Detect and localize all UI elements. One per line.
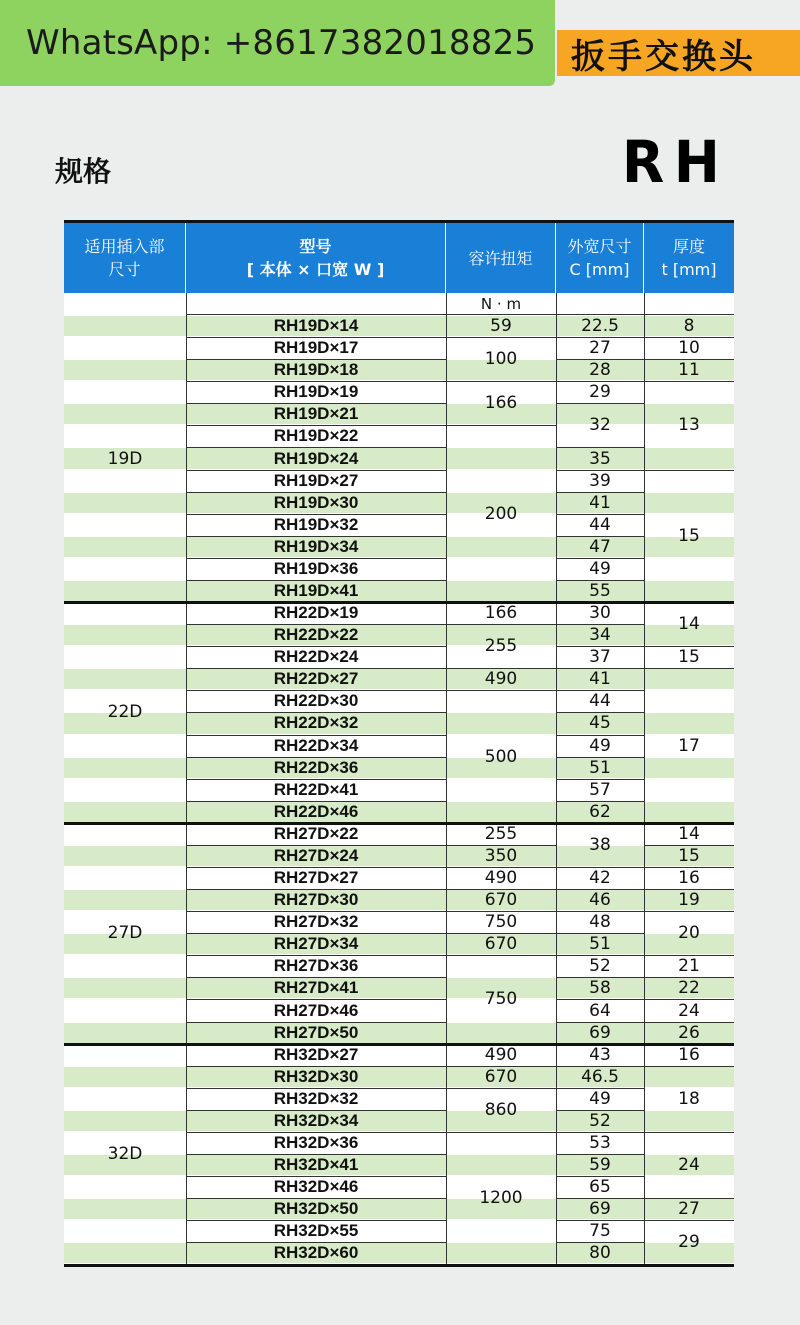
header-thickness	[644, 223, 734, 293]
outer-width-cell: 49	[589, 1088, 611, 1109]
outer-width-cell: 51	[589, 757, 611, 778]
grid-horizontal-line	[186, 779, 446, 780]
outer-width-cell: 64	[589, 1000, 611, 1021]
header-torque	[446, 223, 556, 293]
torque-cell: 860	[484, 1099, 518, 1120]
model-cell: RH19D×17	[273, 338, 359, 358]
thickness-cell: 17	[678, 735, 700, 756]
model-cell: RH22D×24	[273, 647, 359, 667]
thickness-cell: 14	[678, 823, 700, 844]
model-cell: RH19D×21	[273, 404, 359, 424]
grid-horizontal-line	[556, 646, 644, 647]
grid-horizontal-line	[644, 359, 734, 360]
thickness-cell: 22	[678, 978, 700, 999]
thickness-cell: 29	[678, 1232, 700, 1253]
thickness-cell: 10	[678, 338, 700, 359]
grid-horizontal-line	[186, 999, 446, 1000]
model-cell: RH22D×41	[273, 779, 359, 799]
torque-cell: 490	[484, 669, 518, 690]
header-torque-line1: 容许扭矩	[468, 248, 533, 268]
model-cell: RH22D×34	[273, 735, 359, 755]
grid-horizontal-line	[644, 1066, 734, 1067]
thickness-cell: 24	[678, 1000, 700, 1021]
grid-horizontal-line	[186, 668, 446, 669]
grid-horizontal-line	[186, 977, 446, 978]
model-cell: RH32D×27	[273, 1044, 359, 1064]
model-cell: RH22D×30	[273, 691, 359, 711]
model-cell: RH19D×32	[273, 514, 359, 534]
grid-horizontal-line	[556, 999, 644, 1000]
grid-horizontal-line	[556, 403, 644, 404]
header-outer-width	[556, 223, 644, 293]
grid-horizontal-line	[186, 933, 446, 934]
grid-horizontal-line	[556, 933, 644, 934]
model-cell: RH27D×46	[273, 1000, 359, 1020]
outer-width-cell: 49	[589, 558, 611, 579]
grid-horizontal-line	[644, 955, 734, 956]
grid-horizontal-line	[644, 911, 734, 912]
grid-horizontal-line	[556, 337, 644, 338]
thickness-cell: 14	[678, 614, 700, 635]
grid-horizontal-line	[644, 889, 734, 890]
torque-cell: 670	[484, 1066, 518, 1087]
grid-horizontal-line	[556, 558, 644, 559]
grid-horizontal-line	[556, 492, 644, 493]
grid-horizontal-line	[186, 646, 446, 647]
outer-width-cell: 38	[589, 834, 611, 855]
outer-width-cell: 41	[589, 669, 611, 690]
grid-horizontal-line	[446, 845, 556, 846]
grid-horizontal-line	[446, 867, 556, 868]
outer-width-cell: 47	[589, 536, 611, 557]
insert-size-cell: 32D	[107, 1144, 143, 1165]
header-outer-width-line1: 外宽尺寸	[567, 237, 632, 256]
model-cell: RH22D×32	[273, 713, 359, 733]
header-thickness-line1: 厚度	[672, 237, 705, 256]
grid-horizontal-line	[186, 1220, 446, 1221]
torque-cell: 166	[484, 603, 518, 624]
model-cell: RH22D×22	[273, 625, 359, 645]
header-insert-size	[64, 223, 186, 293]
grid-horizontal-line	[186, 757, 446, 758]
grid-horizontal-line	[556, 1088, 644, 1089]
outer-width-cell: 55	[589, 580, 611, 601]
outer-width-cell: 45	[589, 713, 611, 734]
grid-horizontal-line	[556, 359, 644, 360]
grid-horizontal-line	[186, 1198, 446, 1199]
outer-width-cell: 62	[589, 801, 611, 822]
grid-horizontal-line	[186, 1088, 446, 1089]
outer-width-cell: 44	[589, 514, 611, 535]
outer-width-cell: 35	[589, 448, 611, 469]
grid-horizontal-line	[556, 580, 644, 581]
outer-width-cell: 48	[589, 912, 611, 933]
outer-width-cell: 42	[589, 868, 611, 889]
outer-width-cell: 52	[589, 1110, 611, 1131]
torque-cell: 670	[484, 890, 518, 911]
grid-horizontal-line	[556, 712, 644, 713]
model-cell: RH19D×27	[273, 470, 359, 490]
grid-horizontal-line	[556, 1154, 644, 1155]
model-cell: RH32D×41	[273, 1155, 359, 1175]
outer-width-cell: 69	[589, 1199, 611, 1220]
outer-width-cell: 65	[589, 1177, 611, 1198]
model-cell: RH19D×22	[273, 426, 359, 446]
model-cell: RH19D×36	[273, 558, 359, 578]
grid-horizontal-line	[186, 1242, 446, 1243]
grid-horizontal-line	[644, 1022, 734, 1023]
grid-horizontal-line	[644, 977, 734, 978]
outer-width-cell: 49	[589, 735, 611, 756]
grid-horizontal-line	[644, 381, 734, 382]
thickness-cell: 21	[678, 956, 700, 977]
grid-horizontal-line	[186, 514, 446, 515]
grid-horizontal-line	[556, 470, 644, 471]
model-cell: RH19D×41	[273, 580, 359, 600]
model-cell: RH32D×46	[273, 1177, 359, 1197]
outer-width-cell: 28	[589, 360, 611, 381]
grid-horizontal-line	[556, 1176, 644, 1177]
thickness-cell: 18	[678, 1088, 700, 1109]
model-cell: RH32D×30	[273, 1066, 359, 1086]
grid-horizontal-line	[556, 447, 644, 448]
model-cell: RH27D×30	[273, 890, 359, 910]
grid-horizontal-line	[186, 536, 446, 537]
model-cell: RH27D×22	[273, 823, 359, 843]
insert-size-cell: 19D	[107, 448, 143, 469]
model-cell: RH27D×27	[273, 868, 359, 888]
model-cell: RH32D×36	[273, 1132, 359, 1152]
thickness-cell: 26	[678, 1022, 700, 1043]
insert-size-cell: 27D	[107, 923, 143, 944]
torque-cell: 166	[484, 393, 518, 414]
outer-width-cell: 32	[589, 415, 611, 436]
grid-horizontal-line	[644, 470, 734, 471]
grid-horizontal-line	[186, 492, 446, 493]
grid-horizontal-line	[556, 668, 644, 669]
grid-horizontal-line	[556, 735, 644, 736]
model-cell: RH27D×34	[273, 934, 359, 954]
outer-width-cell: 44	[589, 691, 611, 712]
torque-cell: 255	[484, 823, 518, 844]
grid-horizontal-line	[446, 1132, 556, 1133]
grid-horizontal-line	[446, 955, 556, 956]
thickness-cell: 16	[678, 868, 700, 889]
outer-width-cell: 22.5	[581, 316, 619, 337]
torque-cell: 490	[484, 1044, 518, 1065]
grid-horizontal-line	[556, 801, 644, 802]
grid-horizontal-line	[556, 690, 644, 691]
grid-horizontal-line	[186, 1066, 446, 1067]
section-title: 规格	[55, 155, 112, 188]
header-insert-size-line2: 尺寸	[108, 260, 141, 279]
outer-width-cell: 43	[589, 1044, 611, 1065]
outer-width-cell: 51	[589, 934, 611, 955]
outer-width-cell: 59	[589, 1155, 611, 1176]
product-name-label	[557, 30, 800, 76]
grid-horizontal-line	[186, 381, 446, 382]
grid-horizontal-line	[644, 1198, 734, 1199]
grid-horizontal-line	[186, 470, 446, 471]
grid-horizontal-line	[186, 1176, 446, 1177]
grid-horizontal-line	[556, 1110, 644, 1111]
model-cell: RH22D×19	[273, 603, 359, 623]
header-model-line2: [ 本体 × 口宽 W ]	[246, 260, 385, 279]
grid-horizontal-line	[556, 779, 644, 780]
grid-horizontal-line	[186, 801, 446, 802]
model-cell: RH32D×32	[273, 1088, 359, 1108]
table-bottom-rule	[64, 1264, 734, 1267]
torque-unit: N · m	[480, 295, 522, 313]
torque-cell: 1200	[479, 1188, 523, 1209]
outer-width-cell: 58	[589, 978, 611, 999]
outer-width-cell: 34	[589, 625, 611, 646]
grid-horizontal-line	[186, 1154, 446, 1155]
grid-horizontal-line	[446, 624, 556, 625]
grid-horizontal-line	[644, 1132, 734, 1133]
model-cell: RH22D×27	[273, 669, 359, 689]
torque-cell: 500	[484, 746, 518, 767]
header-insert-size-line1: 适用插入部	[84, 237, 165, 256]
header-thickness-line2: t [mm]	[661, 260, 717, 279]
whatsapp-contact-text: WhatsApp: +8617382018825	[26, 23, 537, 63]
outer-width-cell: 69	[589, 1022, 611, 1043]
grid-horizontal-line	[186, 889, 446, 890]
model-cell: RH32D×60	[273, 1243, 359, 1263]
outer-width-cell: 46	[589, 890, 611, 911]
grid-horizontal-line	[446, 911, 556, 912]
grid-horizontal-line	[186, 359, 446, 360]
model-cell: RH19D×18	[273, 360, 359, 380]
spec-table	[64, 220, 734, 1264]
model-cell: RH32D×34	[273, 1110, 359, 1130]
model-cell: RH27D×41	[273, 978, 359, 998]
model-cell: RH19D×14	[273, 316, 359, 336]
thickness-cell: 15	[678, 647, 700, 668]
grid-horizontal-line	[186, 337, 446, 338]
torque-cell: 490	[484, 868, 518, 889]
outer-width-cell: 46.5	[581, 1066, 619, 1087]
grid-horizontal-line	[186, 624, 446, 625]
model-cell: RH32D×50	[273, 1199, 359, 1219]
grid-horizontal-line	[556, 1220, 644, 1221]
thickness-cell: 16	[678, 1044, 700, 1065]
grid-horizontal-line	[186, 690, 446, 691]
grid-horizontal-line	[644, 999, 734, 1000]
grid-horizontal-line	[556, 955, 644, 956]
grid-horizontal-line	[556, 1242, 644, 1243]
grid-horizontal-line	[446, 425, 556, 426]
grid-horizontal-line	[556, 889, 644, 890]
outer-width-cell: 37	[589, 647, 611, 668]
grid-horizontal-line	[186, 735, 446, 736]
outer-width-cell: 39	[589, 470, 611, 491]
grid-horizontal-line	[644, 646, 734, 647]
grid-horizontal-line	[644, 668, 734, 669]
model-cell: RH22D×36	[273, 757, 359, 777]
grid-horizontal-line	[446, 337, 556, 338]
outer-width-cell: 75	[589, 1221, 611, 1242]
grid-horizontal-line	[186, 1132, 446, 1133]
outer-width-cell: 41	[589, 492, 611, 513]
grid-horizontal-line	[556, 624, 644, 625]
grid-horizontal-line	[556, 1132, 644, 1133]
thickness-cell: 19	[678, 890, 700, 911]
model-cell: RH19D×30	[273, 492, 359, 512]
torque-cell: 200	[484, 503, 518, 524]
torque-cell: 750	[484, 912, 518, 933]
torque-cell: 750	[484, 989, 518, 1010]
model-cell: RH22D×46	[273, 801, 359, 821]
header-model-line1: 型号	[299, 237, 332, 256]
grid-horizontal-line	[186, 447, 446, 448]
grid-horizontal-line	[556, 536, 644, 537]
grid-horizontal-line	[186, 712, 446, 713]
torque-cell: 59	[490, 316, 512, 337]
outer-width-cell: 27	[589, 338, 611, 359]
grid-horizontal-line	[556, 381, 644, 382]
model-cell: RH27D×32	[273, 912, 359, 932]
grid-horizontal-line	[556, 1198, 644, 1199]
grid-horizontal-line	[446, 933, 556, 934]
product-name-text: 扳手交换头	[571, 36, 756, 77]
grid-horizontal-line	[186, 911, 446, 912]
grid-horizontal-line	[556, 977, 644, 978]
insert-size-cell: 22D	[107, 702, 143, 723]
header-model	[186, 223, 446, 293]
outer-width-cell: 29	[589, 382, 611, 403]
thickness-cell: 15	[678, 845, 700, 866]
whatsapp-contact-banner	[0, 0, 555, 86]
grid-horizontal-line	[446, 1066, 556, 1067]
outer-width-cell: 30	[589, 603, 611, 624]
grid-horizontal-line	[186, 867, 446, 868]
grid-horizontal-line	[186, 580, 446, 581]
grid-horizontal-line	[186, 425, 446, 426]
grid-horizontal-line	[446, 381, 556, 382]
grid-horizontal-line	[556, 757, 644, 758]
outer-width-cell: 52	[589, 956, 611, 977]
header-outer-width-line2: C [mm]	[569, 260, 630, 279]
torque-cell: 100	[484, 349, 518, 370]
outer-width-cell: 57	[589, 779, 611, 800]
grid-horizontal-line	[556, 1022, 644, 1023]
grid-horizontal-line	[446, 889, 556, 890]
thickness-cell: 20	[678, 923, 700, 944]
grid-horizontal-line	[186, 1110, 446, 1111]
grid-horizontal-line	[186, 1022, 446, 1023]
grid-horizontal-line	[186, 558, 446, 559]
grid-horizontal-line	[644, 1220, 734, 1221]
grid-horizontal-line	[556, 1066, 644, 1067]
thickness-cell: 11	[678, 360, 700, 381]
grid-horizontal-line	[446, 1088, 556, 1089]
grid-horizontal-line	[556, 514, 644, 515]
model-cell: RH27D×24	[273, 845, 359, 865]
grid-horizontal-line	[556, 867, 644, 868]
model-cell: RH19D×19	[273, 382, 359, 402]
grid-horizontal-line	[446, 668, 556, 669]
outer-width-cell: 53	[589, 1132, 611, 1153]
torque-cell: 255	[484, 636, 518, 657]
model-cell: RH19D×24	[273, 448, 359, 468]
grid-horizontal-line	[556, 911, 644, 912]
model-cell: RH32D×55	[273, 1221, 359, 1241]
grid-horizontal-line	[186, 955, 446, 956]
model-cell: RH27D×50	[273, 1022, 359, 1042]
series-code: RH	[621, 128, 730, 196]
thickness-cell: 27	[678, 1199, 700, 1220]
thickness-cell: 24	[678, 1155, 700, 1176]
grid-horizontal-line	[644, 867, 734, 868]
thickness-cell: 8	[683, 316, 695, 337]
grid-horizontal-line	[186, 845, 446, 846]
grid-horizontal-line	[186, 403, 446, 404]
grid-horizontal-line	[644, 337, 734, 338]
torque-cell: 670	[484, 934, 518, 955]
grid-horizontal-line	[644, 845, 734, 846]
torque-cell: 350	[484, 845, 518, 866]
outer-width-cell: 80	[589, 1243, 611, 1264]
thickness-cell: 13	[678, 415, 700, 436]
model-cell: RH27D×36	[273, 956, 359, 976]
grid-horizontal-line	[446, 690, 556, 691]
thickness-cell: 15	[678, 525, 700, 546]
model-cell: RH19D×34	[273, 536, 359, 556]
